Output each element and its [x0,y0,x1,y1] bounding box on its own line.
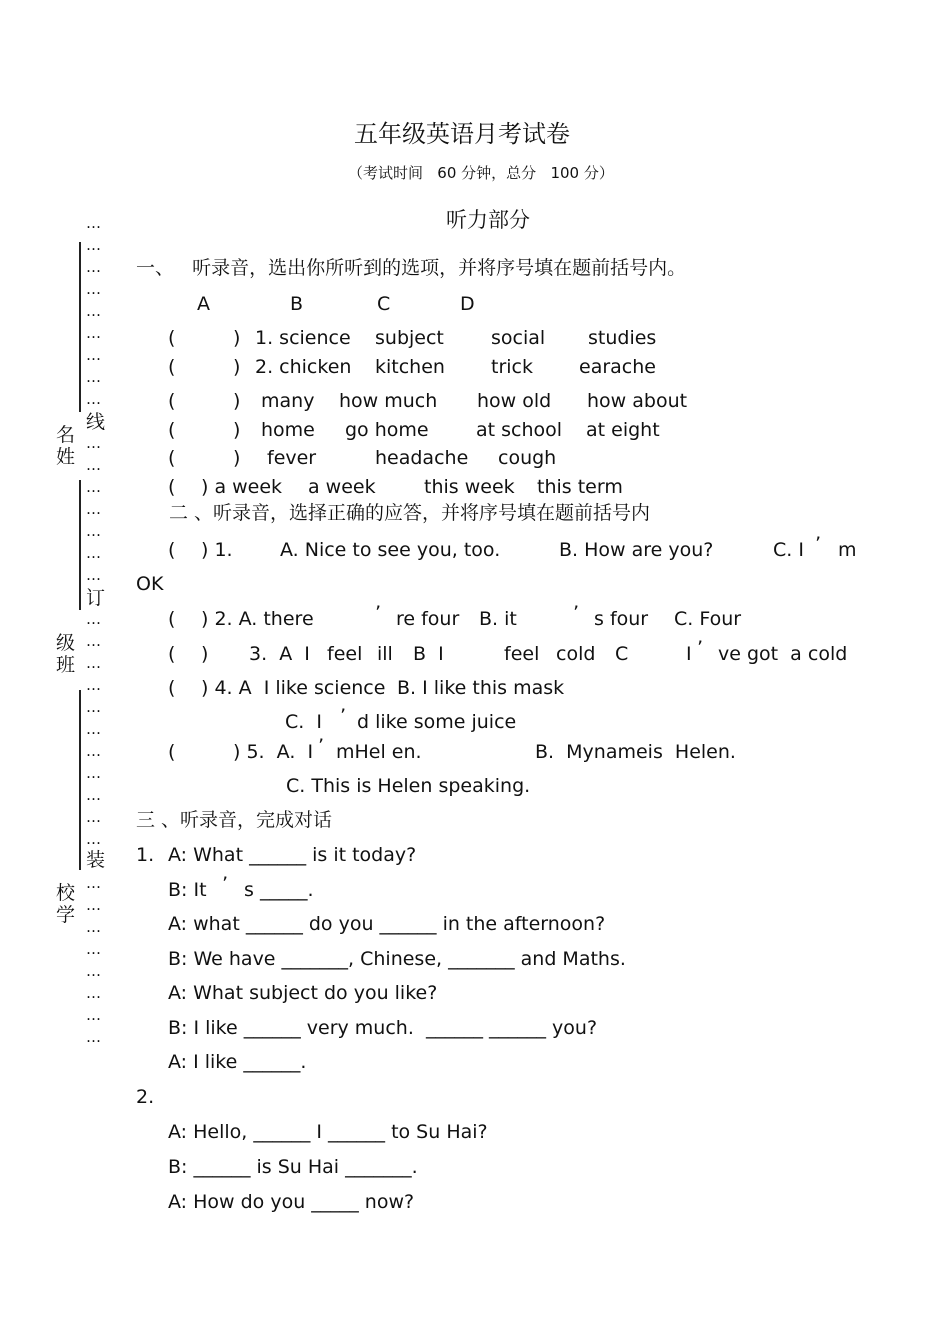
choice: fever [267,447,317,469]
choice: a week [308,476,376,498]
bracket-close: ) [233,327,241,349]
choice: trick [491,356,533,378]
apostrophe: ’ [318,735,325,757]
binding-dots: … [86,324,101,342]
binding-dots: … [86,874,101,892]
dialogue-text: B: It [168,879,207,901]
binding-dots: … [86,390,101,408]
binding-dots: … [86,478,101,496]
binding-dots: … [86,808,101,826]
answer-a: ) 4. A I like science [201,677,386,699]
dialogue-line: B: ______ is Su Hai _______. [168,1156,418,1178]
binding-dots: … [86,214,101,232]
answer-c: C [615,643,629,665]
binding-dots: … [86,632,101,650]
bracket-open: ( [168,476,176,498]
binding-dots: … [86,962,101,980]
binding-dots: … [86,566,101,584]
answer-b: B. it [479,608,517,630]
binding-dots: … [86,258,101,276]
choice: this week [424,476,515,498]
choice: ) a week [201,476,283,498]
binding-dots: … [86,940,101,958]
class-label-2: 班 [56,654,76,676]
binding-dots: … [86,764,101,782]
part3-heading: 三 、听录音，完成对话 [136,809,333,831]
choice: many [261,390,315,412]
binding-dots: … [86,456,101,474]
apostrophe: ’ [222,873,229,895]
dialogue-line: B: I like ______ very much. ______ ______ you? [168,1017,598,1039]
answer-c: C. This is Helen speaking. [286,775,531,797]
section-title: 听力部分 [446,208,530,232]
binding-dots: … [86,830,101,848]
choice: how about [587,390,688,412]
word: ve got a cold [718,643,848,665]
question-number: ) 1. [201,539,233,561]
dialogue-line: B: We have _______, Chinese, _______ and Maths. [168,948,626,970]
choice: 2. chicken [255,356,352,378]
dialogue-2-number: 2. [136,1086,155,1108]
binding-dots: … [86,522,101,540]
bracket-close: ) [201,643,209,665]
apostrophe: ’ [375,602,382,624]
binding-dots: … [86,434,101,452]
answer-b: B. Mynameis Helen. [535,741,736,763]
dialogue-line: A: What subject do you like? [168,982,438,1004]
binding-dots: … [86,698,101,716]
answer-b-end: s four [594,608,649,630]
word: feel [327,643,363,665]
apostrophe: ’ [573,602,580,624]
answer-a: 3. A I [249,643,310,665]
choice: earache [579,356,656,378]
choice: go home [345,419,429,441]
answer-a: ) 2. A. there [201,608,314,630]
bracket-open: ( [168,390,176,412]
answer-c-cont: OK [136,573,164,595]
staple-mark: 订 [86,587,106,609]
bracket-open: ( [168,643,176,665]
answer-a: ) 5. A. I [233,741,314,763]
dialogue-line: A: How do you _____ now? [168,1191,415,1213]
answer-a-end: re four [396,608,460,630]
binding-line [79,242,81,412]
answer-a-end: mHel en. [336,741,422,763]
binding-dots: … [86,786,101,804]
school-label-2: 学 [56,904,76,926]
choice: at eight [586,419,660,441]
page-title: 五年级英语月考试卷 [354,120,570,148]
dialogue-line: A: Hello, ______ I ______ to Su Hai? [168,1121,488,1143]
bracket-open: ( [168,539,176,561]
word: cold [556,643,596,665]
option-b: B [290,293,304,315]
dialogue-1-number: 1. [136,844,155,866]
answer-b: B I [413,643,444,665]
name-label-2: 姓 [56,446,76,468]
binding-dots: … [86,544,101,562]
choice: how old [477,390,552,412]
binding-dots: … [86,610,101,628]
choice: subject [375,327,444,349]
part2-heading: 二 、听录音，选择正确的应答，并将序号填在题前括号内 [169,502,651,524]
binding-dots: … [86,500,101,518]
choice: headache [375,447,469,469]
answer-b: B. How are you? [559,539,714,561]
binding-dots: … [86,720,101,738]
binding-dots: … [86,742,101,760]
option-a: A [197,293,210,315]
answer-c: C. I [773,539,804,561]
binding-dots: … [86,346,101,364]
binding-dots: … [86,654,101,672]
binding-dots: … [86,984,101,1002]
school-label-1: 校 [56,882,76,904]
dialogue-line: A: what ______ do you ______ in the afternoon? [168,913,606,935]
apostrophe: ’ [340,705,347,727]
dialogue-text: s _____. [244,879,314,901]
word: feel [504,643,540,665]
binding-dots: … [86,368,101,386]
choice: at school [476,419,563,441]
binding-line [79,690,81,870]
answer-c-end: m [838,539,857,561]
binding-dots: … [86,676,101,694]
choice: home [261,419,315,441]
bracket-close: ) [233,419,241,441]
name-label-1: 名 [56,424,76,446]
option-c: C [377,293,391,315]
answer-c-end: d like some juice [357,711,517,733]
cut-line-mark: 线 [86,411,106,433]
bracket-open: ( [168,327,176,349]
binding-dots: … [86,302,101,320]
binding-dots: … [86,236,101,254]
choice: social [491,327,546,349]
binding-dots: … [86,896,101,914]
bracket-close: ) [233,447,241,469]
bracket-open: ( [168,419,176,441]
choice: kitchen [375,356,445,378]
answer-a: A. Nice to see you, too. [280,539,501,561]
bracket-close: ) [233,390,241,412]
binding-mark: 装 [86,849,106,871]
binding-dots: … [86,1028,101,1046]
choice: how much [339,390,438,412]
bracket-open: ( [168,741,176,763]
word: ill [377,643,393,665]
bracket-open: ( [168,608,176,630]
option-d: D [460,293,475,315]
answer-c: C. Four [674,608,742,630]
word: I [686,643,692,665]
binding-dots: … [86,1006,101,1024]
bracket-open: ( [168,677,176,699]
choice: cough [498,447,557,469]
apostrophe: ’ [815,533,822,555]
binding-dots: … [86,918,101,936]
dialogue-line: A: What ______ is it today? [168,844,417,866]
binding-dots: … [86,280,101,298]
choice: 1. science [255,327,351,349]
choice: studies [588,327,657,349]
answer-c: C. I [285,711,322,733]
class-label-1: 级 [56,632,76,654]
answer-b: B. I like this mask [397,677,565,699]
binding-line [79,480,81,610]
bracket-close: ) [233,356,241,378]
bracket-open: ( [168,356,176,378]
dialogue-line: A: I like ______. [168,1051,307,1073]
apostrophe: ’ [697,637,704,659]
bracket-open: ( [168,447,176,469]
exam-info: （考试时间 60 分钟，总分 100 分） [348,164,614,182]
choice: this term [537,476,623,498]
part1-heading: 一、 听录音，选出你所听到的选项，并将序号填在题前括号内。 [136,257,687,279]
